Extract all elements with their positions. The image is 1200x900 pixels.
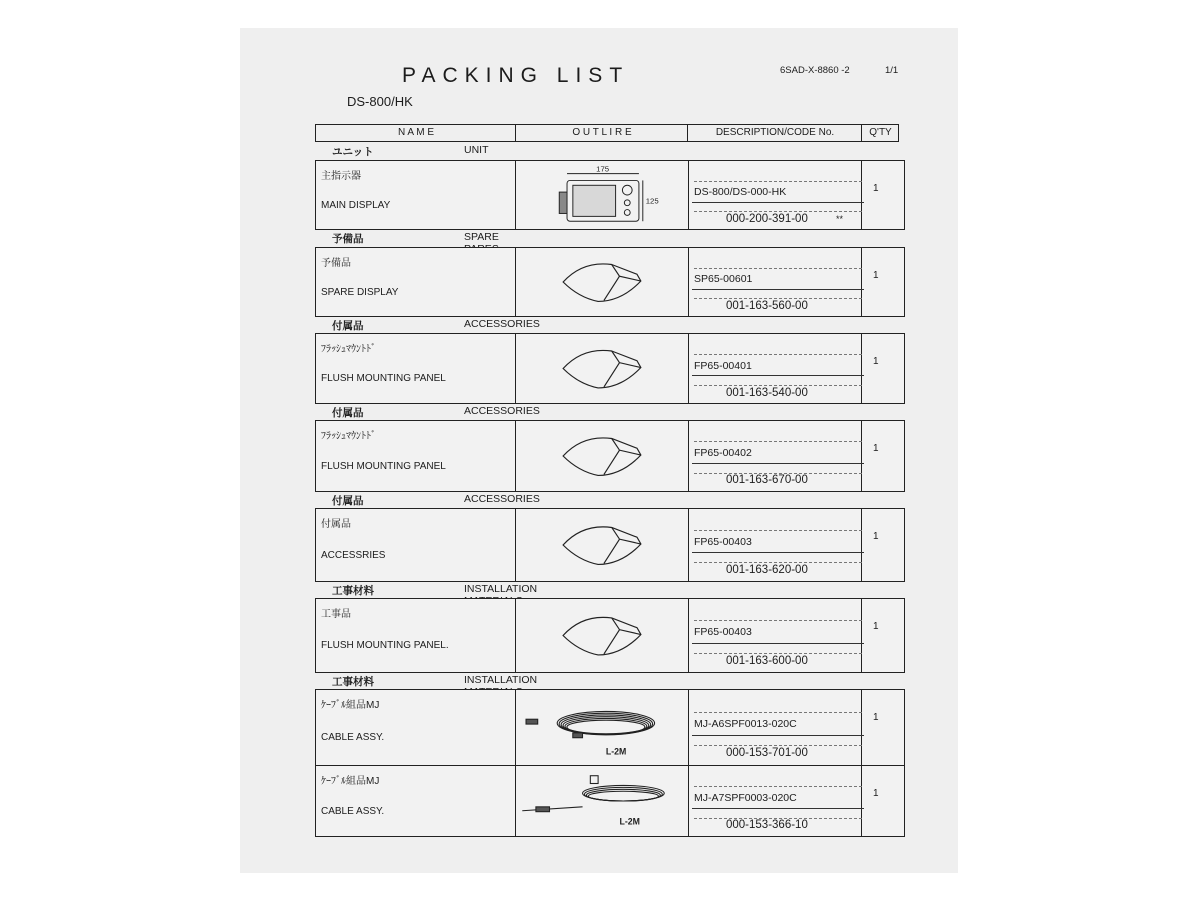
description-rule <box>692 735 864 736</box>
section-heading-en: ACCESSORIES <box>464 405 540 417</box>
dashed-rule <box>694 530 862 531</box>
section-heading <box>332 493 540 508</box>
item-name-en: FLUSH MOUNTING PANEL <box>321 461 446 472</box>
column-divider <box>688 420 689 492</box>
column-divider <box>861 160 862 230</box>
item-name-jp: ﾌﾗｯｼｭﾏｳﾝﾄﾄﾞ <box>321 344 376 355</box>
dashed-rule <box>694 181 862 182</box>
display-unit-icon <box>516 161 688 229</box>
section-heading-jp: 付属品 <box>332 320 364 332</box>
column-divider <box>861 508 862 582</box>
column-divider <box>688 765 689 837</box>
dashed-rule <box>694 653 862 654</box>
section-heading <box>332 405 540 420</box>
section-heading <box>332 318 540 333</box>
section-heading-jp: ユニット <box>332 146 374 158</box>
description-rule <box>692 552 864 553</box>
item-quantity: 1 <box>873 621 879 632</box>
item-name-jp: ｹｰﾌﾞﾙ組品MJ <box>321 776 380 787</box>
section-heading-jp: 工事材料 <box>332 585 374 597</box>
column-divider <box>861 765 862 837</box>
item-type-number: FP65-00403 <box>694 536 752 548</box>
section-heading-jp: 付属品 <box>332 407 364 419</box>
cable-length-label: L-2M <box>605 746 627 757</box>
cable-coil-icon <box>516 690 688 765</box>
item-quantity: 1 <box>873 788 879 799</box>
table-header <box>315 124 899 142</box>
column-divider <box>861 420 862 492</box>
column-divider <box>688 508 689 582</box>
item-quantity: 1 <box>873 712 879 723</box>
document-title: PACKING LIST <box>402 64 630 87</box>
dashed-rule <box>694 268 862 269</box>
section-heading-en: SPARE <box>464 231 499 243</box>
column-divider <box>861 333 862 404</box>
section-heading <box>332 231 499 246</box>
section-heading-jp: 予備品 <box>332 233 364 245</box>
item-name-en: FLUSH MOUNTING PANEL. <box>321 640 449 651</box>
item-quantity: 1 <box>873 270 879 281</box>
cable-length-label: L-2M <box>619 816 640 827</box>
section-heading <box>332 144 489 159</box>
section-heading-en: ACCESSORIES <box>464 493 540 505</box>
item-row <box>315 508 905 582</box>
item-name-en: MAIN DISPLAY <box>321 200 391 211</box>
packing-list-sheet <box>240 28 958 873</box>
description-rule <box>692 463 864 464</box>
section-heading-en: INSTALLATION <box>464 674 538 686</box>
item-code-number: 001-163-600-00 <box>726 655 808 667</box>
item-quantity: 1 <box>873 443 879 454</box>
dashed-rule <box>694 562 862 563</box>
section-heading-jp: 工事材料 <box>332 676 374 688</box>
column-divider <box>861 689 862 766</box>
description-rule <box>692 202 864 203</box>
document-number: 6SAD-X-8860 -2 <box>780 65 850 76</box>
item-name-jp: 付属品 <box>321 519 351 530</box>
column-divider <box>861 598 862 673</box>
item-type-number: MJ-A7SPF0003-020C <box>694 792 797 804</box>
item-name-jp: 主指示器 <box>321 171 361 182</box>
bag-icon <box>516 421 688 491</box>
column-divider <box>688 689 689 766</box>
item-code-number: 001-163-620-00 <box>726 564 808 576</box>
item-type-number: SP65-00601 <box>694 273 753 285</box>
item-name-jp: 工事品 <box>321 609 351 620</box>
header-description: DESCRIPTION/CODE No. <box>715 127 835 138</box>
dashed-rule <box>694 385 862 386</box>
cable-icon <box>516 766 688 836</box>
item-type-number: FP65-00402 <box>694 447 752 459</box>
item-code-number: 000-153-701-00 <box>726 747 808 759</box>
description-rule <box>692 375 864 376</box>
column-divider <box>688 333 689 404</box>
bag-icon <box>516 248 688 316</box>
item-type-number: FP65-00401 <box>694 360 752 372</box>
dashed-rule <box>694 211 862 212</box>
section-heading-jp: 付属品 <box>332 495 364 507</box>
column-divider <box>688 160 689 230</box>
header-outline: O U T L I R E <box>572 127 632 138</box>
description-rule <box>692 643 864 644</box>
item-quantity: 1 <box>873 531 879 542</box>
item-row <box>315 689 905 766</box>
page-number: 1/1 <box>885 65 899 76</box>
dashed-rule <box>694 745 862 746</box>
item-row <box>315 333 905 404</box>
header-qty: Q'TY <box>869 127 892 138</box>
description-rule <box>692 289 864 290</box>
item-name-en: CABLE ASSY. <box>321 806 385 817</box>
header-name: N A M E <box>397 127 435 138</box>
section-heading-en: UNIT <box>464 144 489 156</box>
description-rule <box>692 808 864 809</box>
item-type-number: FP65-00403 <box>694 626 752 638</box>
section-heading-en: INSTALLATION <box>464 583 538 595</box>
item-name-jp: ﾌﾗｯｼｭﾏｳﾝﾄﾄﾞ <box>321 431 376 442</box>
item-name-en: CABLE ASSY. <box>321 732 385 743</box>
item-quantity: 1 <box>873 356 879 367</box>
dashed-rule <box>694 354 862 355</box>
item-type-number: MJ-A6SPF0013-020C <box>694 718 797 730</box>
item-code-number: 000-153-366-10 <box>726 819 808 831</box>
dashed-rule <box>694 620 862 621</box>
item-code-number: 000-200-391-00 <box>726 213 808 225</box>
item-row <box>315 160 905 230</box>
column-divider <box>688 598 689 673</box>
item-row <box>315 765 905 837</box>
bag-icon <box>516 334 688 403</box>
item-name-en: SPARE DISPLAY <box>321 287 399 298</box>
item-name-en: FLUSH MOUNTING PANEL <box>321 373 446 384</box>
item-type-number: DS-800/DS-000-HK <box>694 186 787 198</box>
dashed-rule <box>694 712 862 713</box>
item-row <box>315 420 905 492</box>
section-heading <box>332 583 538 598</box>
column-divider <box>861 247 862 317</box>
dashed-rule <box>694 441 862 442</box>
dashed-rule <box>694 786 862 787</box>
model-name: DS-800/HK <box>347 94 413 109</box>
section-heading-en: ACCESSORIES <box>464 318 540 330</box>
item-quantity: 1 <box>873 183 879 194</box>
dashed-rule <box>694 298 862 299</box>
code-mark: ** <box>836 214 844 224</box>
bag-icon <box>516 599 688 672</box>
item-code-number: 001-163-560-00 <box>726 300 808 312</box>
section-heading <box>332 674 538 689</box>
dimension-height-label: 125 <box>645 196 659 206</box>
item-code-number: 001-163-540-00 <box>726 387 808 399</box>
item-row <box>315 598 905 673</box>
item-row <box>315 247 905 317</box>
item-name-jp: 予備品 <box>321 258 351 269</box>
column-divider <box>688 247 689 317</box>
item-name-en: ACCESSRIES <box>321 550 386 561</box>
dimension-width-label: 175 <box>596 164 610 174</box>
bag-icon <box>516 509 688 581</box>
item-name-jp: ｹｰﾌﾞﾙ組品MJ <box>321 700 380 711</box>
item-code-number: 001-163-670-00 <box>726 474 808 486</box>
